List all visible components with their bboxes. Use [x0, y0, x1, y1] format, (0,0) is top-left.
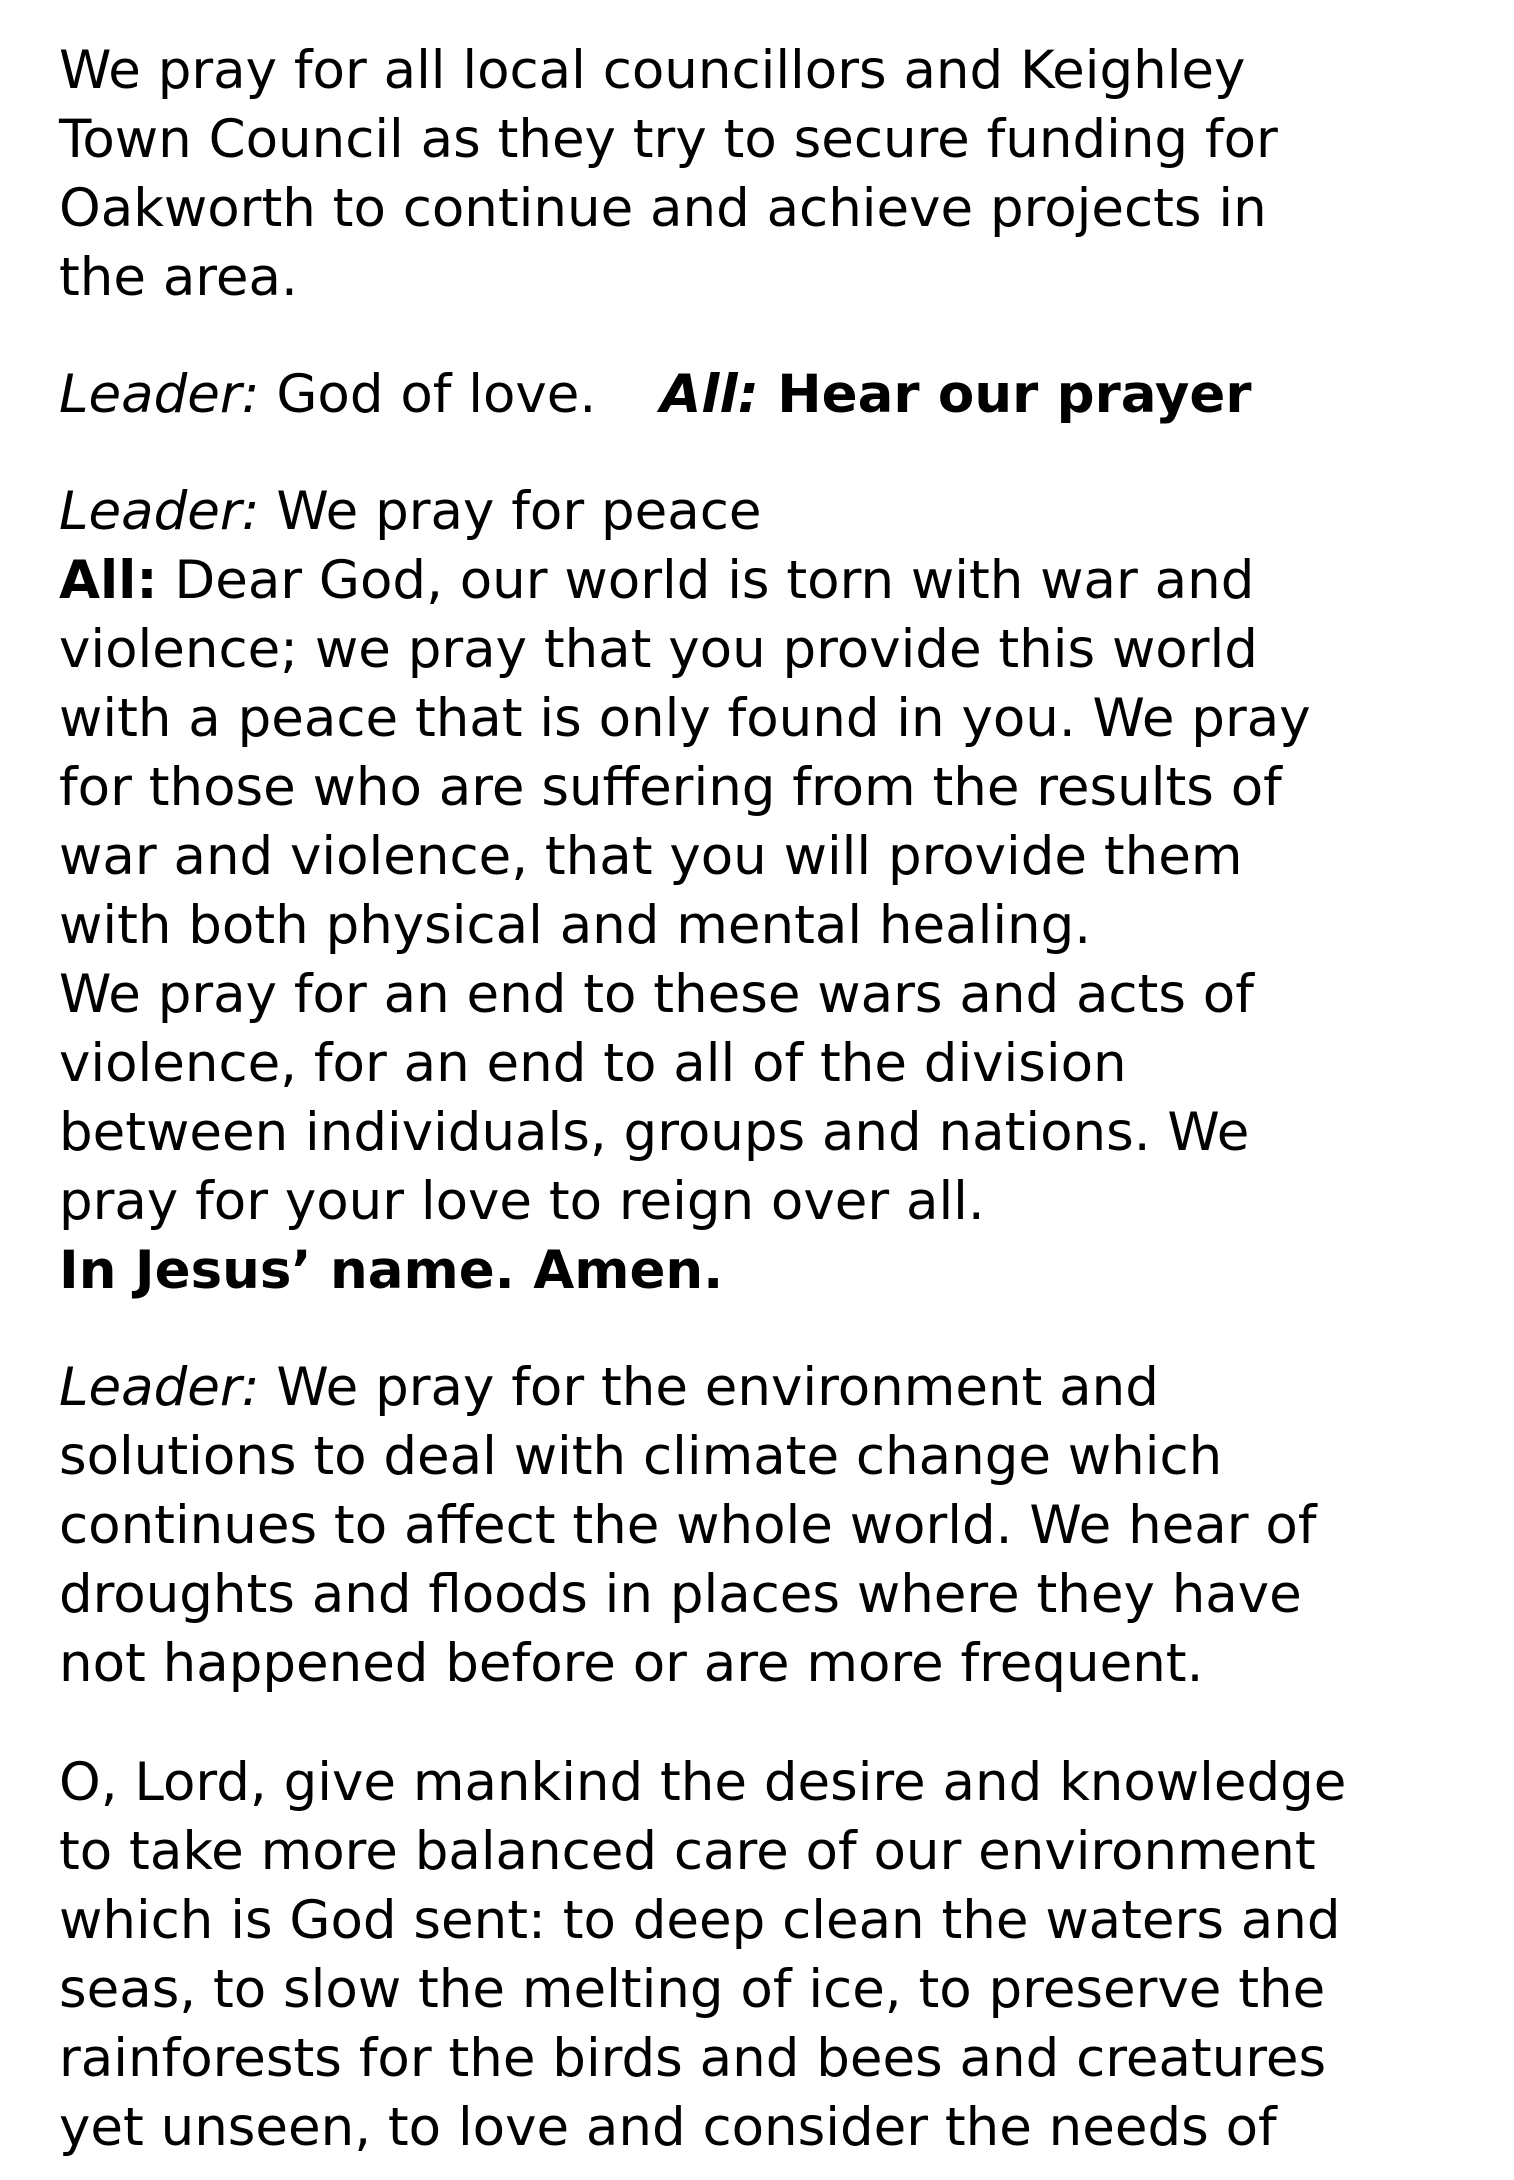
- text-line: seas, to slow the melting of ice, to preserve the: [59, 1959, 1326, 2020]
- closing-line: In Jesus’ name. Amen.: [59, 1240, 724, 1301]
- leader-label: Leader:: [59, 481, 260, 542]
- text-line: O, Lord, give mankind the desire and knowledge: [59, 1752, 1347, 1813]
- text-line: war and violence, that you will provide them: [59, 826, 1243, 887]
- prayer-page: [59, 36, 1499, 2162]
- text-line: We pray for the environment and: [259, 1357, 1159, 1418]
- text-line: violence; we pray that you provide this world: [59, 619, 1258, 680]
- text-line: violence, for an end to all of the division: [59, 1033, 1127, 1094]
- text-line: We pray for all local councillors and Keighley: [59, 40, 1246, 101]
- text-line: to take more balanced care of our environment: [59, 1821, 1316, 1882]
- text-line: not happened before or are more frequent.: [59, 1633, 1204, 1694]
- text-line: rainforests for the birds and bees and creatures: [59, 2028, 1327, 2089]
- text-line: solutions to deal with climate change which: [59, 1426, 1223, 1487]
- all-label: All:: [660, 364, 759, 425]
- all-response: Hear our prayer: [758, 364, 1252, 425]
- environment-prayer: [59, 1353, 1499, 1698]
- text-line: for those who are suffering from the results of: [59, 757, 1282, 818]
- text-line: between individuals, groups and nations. We: [59, 1102, 1250, 1163]
- text-line: yet unseen, to love and consider the needs of: [59, 2097, 1277, 2158]
- text-line: Dear God, our world is torn with war and: [157, 550, 1255, 611]
- text-line: which is God sent: to deep clean the waters and: [59, 1890, 1341, 1951]
- lord-paragraph: [59, 1748, 1499, 2162]
- peace-prayer: [59, 477, 1499, 1305]
- text-line: Oakworth to continue and achieve projects in: [59, 178, 1267, 239]
- all-label: All:: [59, 550, 158, 611]
- text-line: Town Council as they try to secure funding for: [59, 109, 1278, 170]
- text-line: with a peace that is only found in you. We pray: [59, 688, 1311, 749]
- text-line: pray for your love to reign over all.: [59, 1171, 985, 1232]
- text-line: continues to affect the whole world. We hear of: [59, 1495, 1317, 1556]
- text-line: droughts and floods in places where they have: [59, 1564, 1302, 1625]
- councillors-paragraph: [59, 36, 1499, 312]
- response-line: [59, 360, 1499, 429]
- leader-label: Leader:: [59, 1357, 260, 1418]
- leader-text: God of love.: [259, 364, 597, 425]
- leader-label: Leader:: [59, 364, 260, 425]
- leader-text: We pray for peace: [259, 481, 762, 542]
- text-line: the area.: [59, 247, 298, 308]
- text-line: with both physical and mental healing.: [59, 895, 1092, 956]
- text-line: We pray for an end to these wars and acts of: [59, 964, 1254, 1025]
